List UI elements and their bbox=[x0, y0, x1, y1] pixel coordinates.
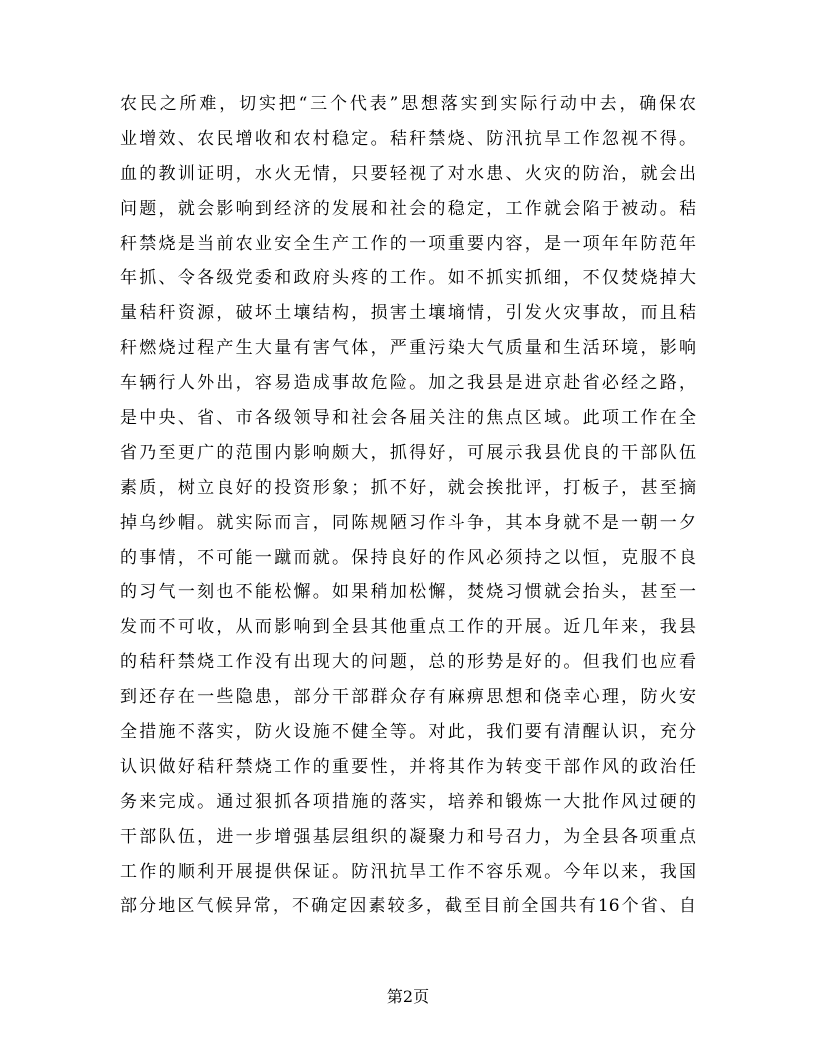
text-line: 到还存在一些隐患，部分干部群众存有麻痹思想和侥幸心理，防火安 bbox=[120, 687, 696, 708]
text-line: 业增效、农民增收和农村稳定。秸秆禁烧、防汛抗旱工作忽视不得。 bbox=[120, 128, 696, 149]
text-line: 素质，树立良好的投资形象；抓不好，就会挨批评，打板子，甚至摘 bbox=[120, 477, 696, 498]
text-line: 问题，就会影响到经济的发展和社会的稳定，工作就会陷于被动。秸 bbox=[120, 198, 696, 219]
text-line: 的事情，不可能一蹴而就。保持良好的作风必须持之以恒，克服不良 bbox=[120, 547, 696, 568]
text-line: 干部队伍，进一步增强基层组织的凝聚力和号召力，为全县各项重点 bbox=[120, 826, 696, 847]
text-line: 的习气一刻也不能松懈。如果稍加松懈，焚烧习惯就会抬头，甚至一 bbox=[120, 582, 696, 603]
text-line: 发而不可收，从而影响到全县其他重点工作的开展。近几年来，我县 bbox=[120, 617, 696, 638]
text-line: 省乃至更广的范围内影响颇大，抓得好，可展示我县优良的干部队伍 bbox=[120, 442, 696, 463]
text-line: 全措施不落实，防火设施不健全等。对此，我们要有清醒认识，充分 bbox=[120, 722, 696, 743]
text-line: 的秸秆禁烧工作没有出现大的问题，总的形势是好的。但我们也应看 bbox=[120, 652, 696, 673]
page-number: 第2页 bbox=[386, 987, 430, 1006]
text-line: 秆禁烧是当前农业安全生产工作的一项重要内容，是一项年年防范年 bbox=[120, 233, 696, 254]
text-line: 秆燃烧过程产生大量有害气体，严重污染大气质量和生活环境，影响 bbox=[120, 338, 696, 359]
text-line: 血的教训证明，水火无情，只要轻视了对水患、火灾的防治，就会出 bbox=[120, 163, 696, 184]
body-text bbox=[120, 87, 696, 924]
text-line: 工作的顺利开展提供保证。防汛抗旱工作不容乐观。今年以来，我国 bbox=[120, 861, 696, 882]
text-line: 掉乌纱帽。就实际而言，同陈规陋习作斗争，其本身就不是一朝一夕 bbox=[120, 512, 696, 533]
text-line: 农民之所难，切实把“三个代表”思想落实到实际行动中去，确保农 bbox=[120, 94, 696, 114]
text-line: 认识做好秸秆禁烧工作的重要性，并将其作为转变干部作风的政治任 bbox=[120, 756, 696, 777]
text-line: 量秸秆资源，破坏土壤结构，损害土壤墒情，引发火灾事故，而且秸 bbox=[120, 303, 696, 324]
text-line: 务来完成。通过狠抓各项措施的落实，培养和锻炼一大批作风过硬的 bbox=[120, 791, 696, 812]
text-line: 是中央、省、市各级领导和社会各届关注的焦点区域。此项工作在全 bbox=[120, 408, 696, 429]
text-line: 车辆行人外出，容易造成事故危险。加之我县是进京赴省必经之路， bbox=[120, 373, 696, 394]
text-line: 年抓、令各级党委和政府头疼的工作。如不抓实抓细，不仅焚烧掉大 bbox=[120, 268, 696, 289]
text-line: 部分地区气候异常，不确定因素较多，截至目前全国共有16个省、自 bbox=[120, 896, 696, 917]
